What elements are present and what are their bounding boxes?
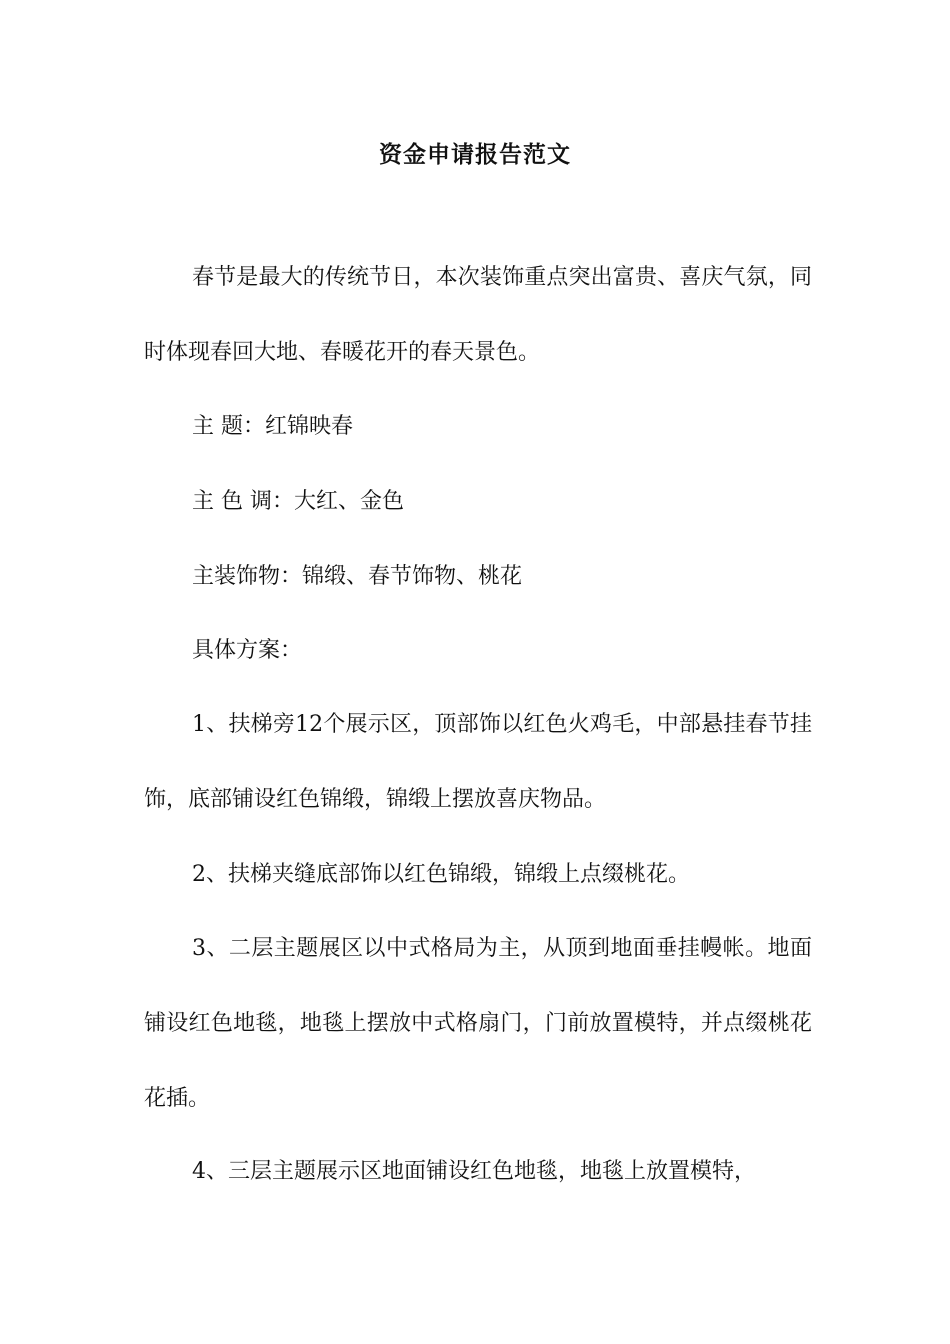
- paragraph-plan-item-1: 1、扶梯旁12个展示区，顶部饰以红色火鸡毛，中部悬挂春节挂饰，底部铺设红色锦缎，锦缎上摆放喜庆物品。: [144, 712, 812, 812]
- paragraph-plan-item-3: 3、二层主题展区以中式格局为主，从顶到地面垂挂幔帐。地面铺设红色地毯，地毯上摆放中式格扇门，门前放置模特，并点缀桃花花插。: [144, 936, 812, 1111]
- paragraph-plan-heading: 具体方案：: [192, 638, 303, 663]
- paragraph-intro: 春节是最大的传统节日，本次装饰重点突出富贵、喜庆气氛，同时体现春回大地、春暖花开的春天景色。: [144, 265, 812, 365]
- paragraph-main-decoration: 主装饰物：锦缎、春节饰物、桃花: [192, 564, 523, 589]
- paragraph-theme: 主 题：红锦映春: [192, 414, 353, 439]
- paragraph-main-color: 主 色 调：大红、金色: [192, 489, 404, 514]
- paragraph-plan-item-4: 4、三层主题展示区地面铺设红色地毯，地毯上放置模特，: [192, 1159, 756, 1184]
- document-title: 资金申请报告范文: [379, 141, 571, 168]
- paragraph-plan-item-2: 2、扶梯夹缝底部饰以红色锦缎，锦缎上点缀桃花。: [192, 862, 690, 887]
